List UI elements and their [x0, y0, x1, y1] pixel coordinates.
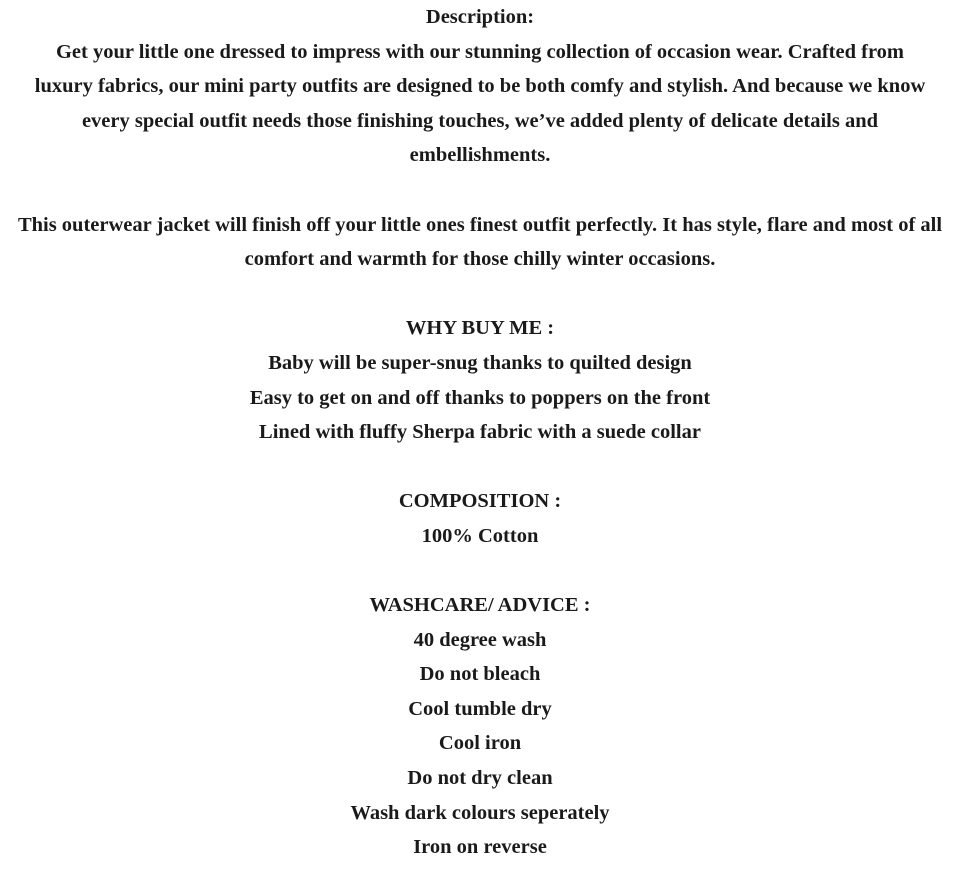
why-buy-heading: WHY BUY ME :	[405, 317, 555, 340]
spacer	[8, 173, 952, 208]
spacer	[8, 277, 952, 312]
why-buy-item: Baby will be super-snug thanks to quilted design	[268, 351, 692, 374]
composition-heading: COMPOSITION :	[398, 490, 562, 513]
why-buy-item: Lined with fluffy Sherpa fabric with a suede collar	[259, 421, 701, 444]
description-intro: Get your little one dressed to impress with our stunning collection of occasion wear. Crafted from luxury fabrics, our mini party outfits are designed to be both comfy and stylish. And because we know every special outfit needs those finishing touches, we’ve added plenty of delicate details and embellishments.	[34, 40, 926, 167]
washcare-item: Wash dark colours seperately	[350, 801, 610, 824]
washcare-item: Do not dry clean	[407, 767, 553, 790]
washcare-item: Cool iron	[438, 732, 522, 755]
product-description	[8, 0, 952, 865]
description-heading: Description:	[425, 6, 535, 28]
jacket-description: This outerwear jacket will finish off your little ones finest outfit perfectly. It has style, flare and most of all comfort and warmth for those chilly winter occasions.	[17, 213, 943, 271]
spacer	[8, 554, 952, 589]
why-buy-item: Easy to get on and off thanks to poppers on the front	[249, 386, 711, 409]
composition-value: 100% Cotton	[421, 524, 539, 547]
spacer	[8, 450, 952, 485]
washcare-item: Iron on reverse	[413, 836, 547, 859]
washcare-item: Cool tumble dry	[408, 697, 552, 720]
washcare-heading: WASHCARE/ ADVICE :	[369, 594, 591, 617]
washcare-item: Do not bleach	[419, 663, 541, 686]
washcare-item: 40 degree wash	[413, 628, 547, 651]
